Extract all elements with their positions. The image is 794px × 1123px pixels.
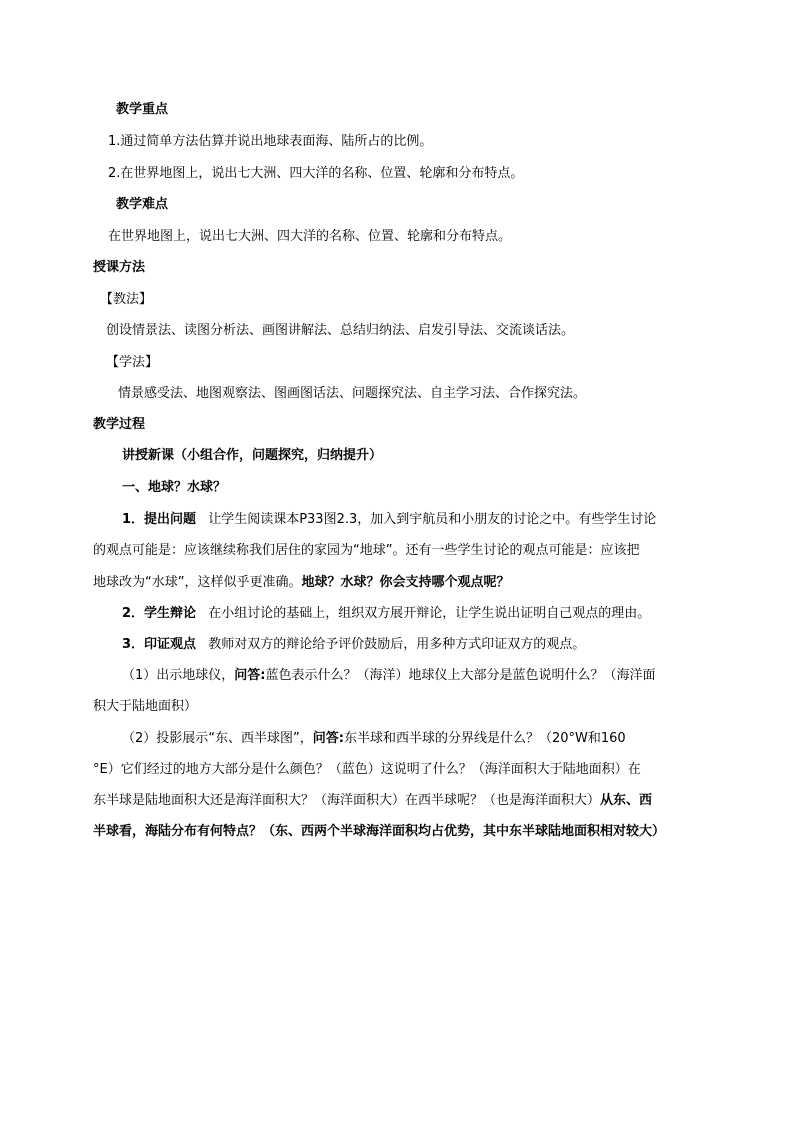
step2-label: 2．学生辩论 bbox=[122, 606, 197, 621]
new-lesson-heading: 讲授新课（小组合作，问题探究，归纳提升） bbox=[122, 448, 383, 463]
focus-item-2: 2.在世界地图上，说出七大洲、四大洋的名称、位置、轮廓和分布特点。 bbox=[108, 166, 524, 181]
p1-qa-label: 问答: bbox=[234, 668, 266, 683]
p2-text-c: °E）它们经过的地方大部分是什么颜色？（蓝色）这说明了什么？（海洋面积大于陆地面积）在 bbox=[93, 762, 641, 777]
step1-text-b: 的观点可能是：应该继续称我们居住的家园为“地球”。还有一些学生讨论的观点可能是：应该把 bbox=[93, 543, 640, 558]
p2-bold-tail: 从东、西 bbox=[600, 793, 653, 808]
section-heading-process: 教学过程 bbox=[93, 417, 146, 432]
p2-text-a: （2）投影展示“东、西半球图”， bbox=[122, 731, 313, 746]
step2-text: 在小组讨论的基础上，组织双方展开辩论，让学生说出证明自己观点的理由。 bbox=[208, 606, 651, 621]
p1-line-1 bbox=[122, 667, 656, 685]
teach-method-text: 创设情景法、读图分析法、画图讲解法、总结归纳法、启发引导法、交流谈话法。 bbox=[106, 323, 575, 338]
p2-line-1 bbox=[122, 730, 626, 748]
section-heading-methods: 授课方法 bbox=[93, 260, 146, 275]
step3-label: 3．印证观点 bbox=[122, 637, 197, 652]
learn-method-text: 情景感受法、地图观察法、图画图话法、问题探究法、自主学习法、合作探究法。 bbox=[118, 386, 587, 401]
p2-bold-final: 半球看，海陆分布有何特点？（东、西两个半球海洋面积均占优势，其中东半球陆地面积相对较大） bbox=[93, 824, 666, 839]
section-heading-difficulty: 教学难点 bbox=[116, 197, 169, 212]
step1-bold-question: 地球？水球？你会支持哪个观点呢？ bbox=[301, 575, 510, 590]
p1-text-a: （1）出示地球仪， bbox=[122, 668, 235, 683]
step1-text-a: 让学生阅读课本P33图2.3，加入到宇航员和小朋友的讨论之中。有些学生讨论 bbox=[208, 512, 657, 527]
difficulty-text: 在世界地图上，说出七大洲、四大洋的名称、位置、轮廓和分布特点。 bbox=[108, 229, 512, 244]
step3-line bbox=[122, 636, 585, 654]
p1-text-c: 积大于陆地面积） bbox=[93, 699, 198, 714]
section1-heading: 一、地球？水球？ bbox=[122, 480, 227, 495]
step1-line-1 bbox=[122, 511, 656, 529]
learn-method-heading: 【学法】 bbox=[106, 355, 159, 370]
focus-item-1: 1.通过简单方法估算并说出地球表面海、陆所占的比例。 bbox=[108, 134, 433, 149]
p1-text-b: 蓝色表示什么？（海洋）地球仪上大部分是蓝色说明什么？（海洋面 bbox=[265, 668, 656, 683]
p2-line-3 bbox=[93, 792, 652, 810]
step1-line-3 bbox=[93, 574, 510, 592]
step2-line bbox=[122, 605, 650, 623]
p2-text-b: 东半球和西半球的分界线是什么？（20°W和160 bbox=[343, 731, 626, 746]
step1-label: 1．提出问题 bbox=[122, 512, 197, 527]
step3-text: 教师对双方的辩论给予评价鼓励后，用多种方式印证双方的观点。 bbox=[208, 637, 586, 652]
p2-qa-label: 问答: bbox=[312, 731, 344, 746]
step1-text-c: 地球改为“水球”，这样似乎更准确。 bbox=[93, 575, 302, 590]
section-heading-focus: 教学重点 bbox=[116, 102, 169, 117]
teach-method-heading: 【教法】 bbox=[100, 292, 153, 307]
p2-text-d: 东半球是陆地面积大还是海洋面积大？（海洋面积大）在西半球呢？（也是海洋面积大） bbox=[93, 793, 601, 808]
